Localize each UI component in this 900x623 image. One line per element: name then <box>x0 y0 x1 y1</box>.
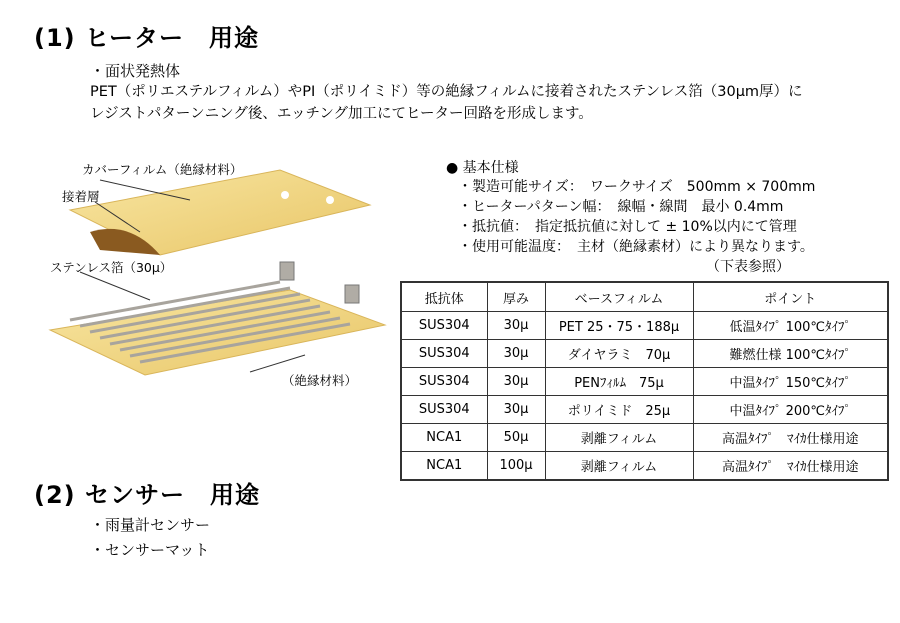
table-cell: NCA1 <box>401 452 487 481</box>
table-cell: 50μ <box>487 424 545 452</box>
table-header: 抵抗体 <box>401 282 487 312</box>
table-cell: 30μ <box>487 368 545 396</box>
table-cell: SUS304 <box>401 340 487 368</box>
spec-note: （下表参照） <box>706 259 790 275</box>
insulation-label: （絶縁材料） <box>282 373 358 388</box>
table-header-row <box>401 282 888 312</box>
table-cell: ポリイミド 25μ <box>545 396 693 424</box>
section2-title: (2) センサー 用途 <box>34 481 260 509</box>
section2-item: ・センサーマット <box>90 541 210 559</box>
stainless-foil-label: ステンレス箔（30μ） <box>50 260 173 275</box>
table-cell: 30μ <box>487 396 545 424</box>
spec-table <box>400 281 889 481</box>
table-cell: 難燃仕様 100℃ﾀｲﾌﾟ <box>693 340 888 368</box>
foil-terminal-left <box>280 262 294 280</box>
table-row <box>401 312 888 340</box>
spec-heading <box>446 158 519 179</box>
table-row <box>401 368 888 396</box>
table-cell: NCA1 <box>401 424 487 452</box>
table-cell: 剥離フィルム <box>545 452 693 481</box>
spec-item: ・ヒーターパターン幅： 線幅・線間 最小 0.4mm <box>458 199 784 215</box>
cover-film-label: カバーフィルム（絶縁材料） <box>82 162 243 177</box>
spec-item: ・抵抗値： 指定抵抗値に対して ± 10%以内にて管理 <box>458 219 797 235</box>
table-cell: 高温ﾀｲﾌﾟ ﾏｲｶ仕様用途 <box>693 452 888 481</box>
table-cell: 100μ <box>487 452 545 481</box>
table-row <box>401 424 888 452</box>
table-cell: PET 25・75・188μ <box>545 312 693 340</box>
table-header: 厚み <box>487 282 545 312</box>
table-cell: 中温ﾀｲﾌﾟ 150℃ﾀｲﾌﾟ <box>693 368 888 396</box>
table-header: ベースフィルム <box>545 282 693 312</box>
table-cell: PENﾌｨﾙﾑ 75μ <box>545 368 693 396</box>
section1-bullet: ・面状発熱体 <box>90 62 181 80</box>
table-cell: 30μ <box>487 312 545 340</box>
table-cell: 30μ <box>487 340 545 368</box>
table-cell: SUS304 <box>401 368 487 396</box>
table-cell: 低温ﾀｲﾌﾟ 100℃ﾀｲﾌﾟ <box>693 312 888 340</box>
table-cell: 剥離フィルム <box>545 424 693 452</box>
table-row <box>401 396 888 424</box>
spec-heading-text: 基本仕様 <box>462 160 519 176</box>
table-cell: 中温ﾀｲﾌﾟ 200℃ﾀｲﾌﾟ <box>693 396 888 424</box>
section1-desc-line2: レジストパターンニング後、エッチング加工にてヒーター回路を形成します。 <box>90 106 593 122</box>
table-cell: SUS304 <box>401 312 487 340</box>
adhesive-layer-label: 接着層 <box>62 189 100 204</box>
table-cell: ダイヤラミ 70μ <box>545 340 693 368</box>
section1-desc-line1: PET（ポリエステルフィルム）やPI（ポリイミド）等の絶縁フィルムに接着されたステンレス箔（30μm厚）に <box>90 84 803 100</box>
spec-item: ・使用可能温度： 主材（絶縁素材）により異なります。 <box>458 239 814 255</box>
table-row <box>401 452 888 481</box>
table-cell: SUS304 <box>401 396 487 424</box>
table-header: ポイント <box>693 282 888 312</box>
spec-item: ・製造可能サイズ： ワークサイズ 500mm × 700mm <box>458 179 816 195</box>
table-cell: 高温ﾀｲﾌﾟ ﾏｲｶ仕様用途 <box>693 424 888 452</box>
table-row <box>401 340 888 368</box>
section1-title: (1) ヒーター 用途 <box>34 24 260 52</box>
foil-terminal-right <box>345 285 359 303</box>
bullet-circle-icon: ● <box>446 160 459 176</box>
section2-item: ・雨量計センサー <box>90 516 211 534</box>
